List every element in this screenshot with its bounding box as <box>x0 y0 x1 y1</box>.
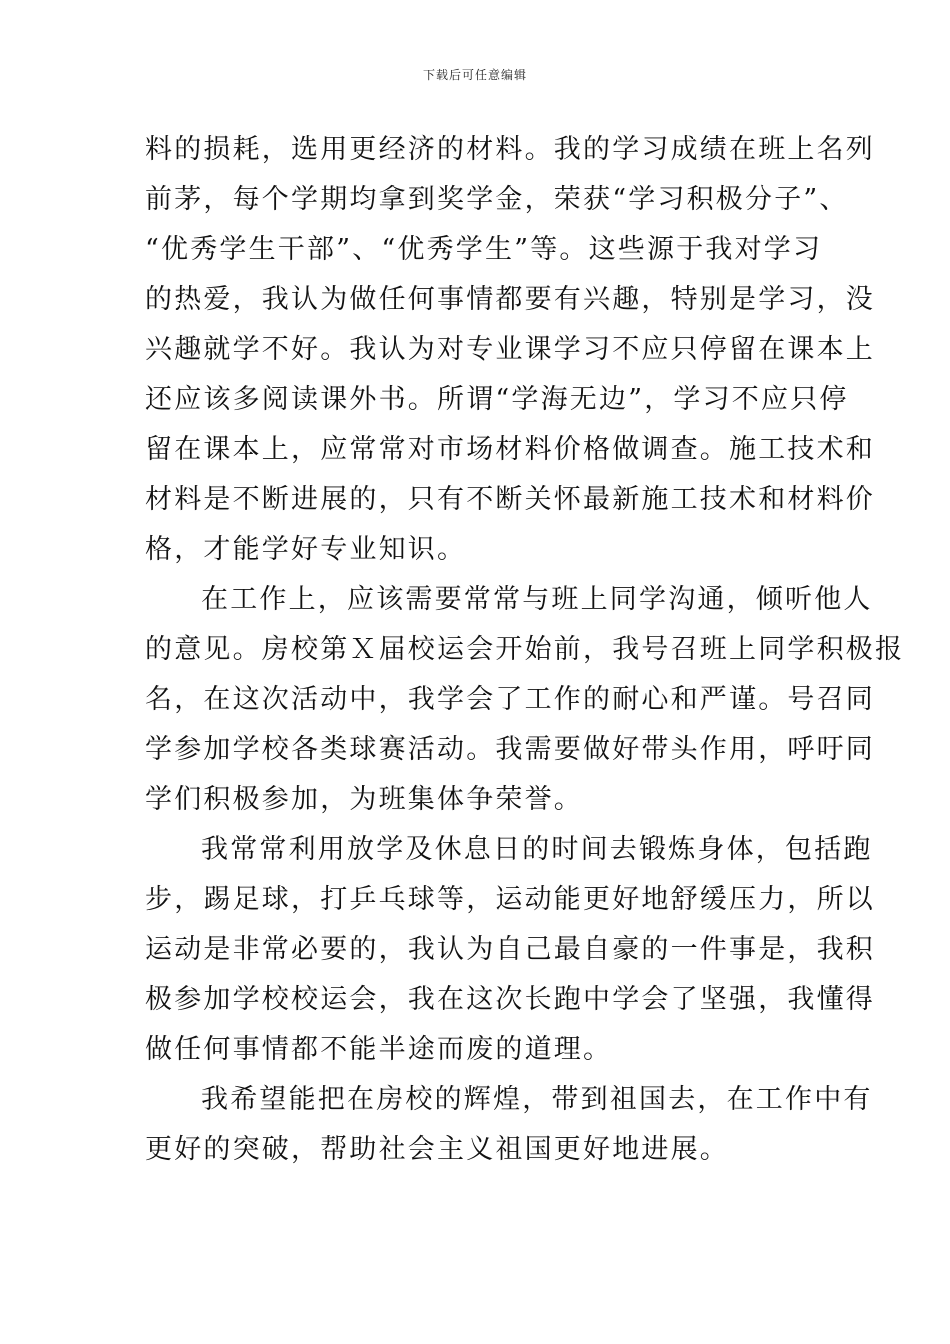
header-note: 下载后可任意编辑 <box>422 68 527 82</box>
text-line: 的意见。房校第Ｘ届校运会开始前，我号召班上同学积极报 <box>145 634 905 665</box>
text-line: 兴趣就学不好。我认为对专业课学习不应只停留在课本上 <box>145 334 875 365</box>
paragraph-start-line: 在工作上，应该需要常常与班上同学沟通，倾听他人 <box>201 584 873 615</box>
text-line: 名，在这次活动中，我学会了工作的耐心和严谨。号召同 <box>145 684 875 715</box>
text-line: 材料是不断进展的，只有不断关怀最新施工技术和材料价 <box>145 484 875 515</box>
paragraph-start-line: 我希望能把在房校的辉煌，带到祖国去，在工作中有 <box>201 1084 873 1115</box>
document-body <box>145 125 905 1175</box>
text-line: 料的损耗，选用更经济的材料。我的学习成绩在班上名列 <box>145 134 875 165</box>
text-line: 格，才能学好专业知识。 <box>145 534 467 565</box>
text-line: 极参加学校校运会，我在这次长跑中学会了坚强，我懂得 <box>145 984 875 1015</box>
text-line: 学们积极参加，为班集体争荣誉。 <box>145 784 583 815</box>
text-line: 更好的突破，帮助社会主义祖国更好地进展。 <box>145 1134 729 1165</box>
text-line: 学参加学校各类球赛活动。我需要做好带头作用，呼吁同 <box>145 734 875 765</box>
text-line: 运动是非常必要的，我认为自己最自豪的一件事是，我积 <box>145 934 875 965</box>
paragraph-start-line: 我常常利用放学及休息日的时间去锻炼身体，包括跑 <box>201 834 873 865</box>
text-line: “优秀学生干部”、“优秀学生”等。这些源于我对学习 <box>145 234 823 265</box>
text-line: 前茅，每个学期均拿到奖学金，荣获“学习积极分子”、 <box>145 184 849 215</box>
text-line: 的热爱，我认为做任何事情都要有兴趣，特别是学习，没 <box>145 284 875 315</box>
text-line: 步，踢足球，打乒乓球等，运动能更好地舒缓压力，所以 <box>145 884 875 915</box>
text-line: 留在课本上，应常常对市场材料价格做调查。施工技术和 <box>145 434 875 465</box>
text-line: 还应该多阅读课外书。所谓“学海无边”，学习不应只停 <box>145 384 849 415</box>
text-line: 做任何事情都不能半途而废的道理。 <box>145 1034 613 1065</box>
